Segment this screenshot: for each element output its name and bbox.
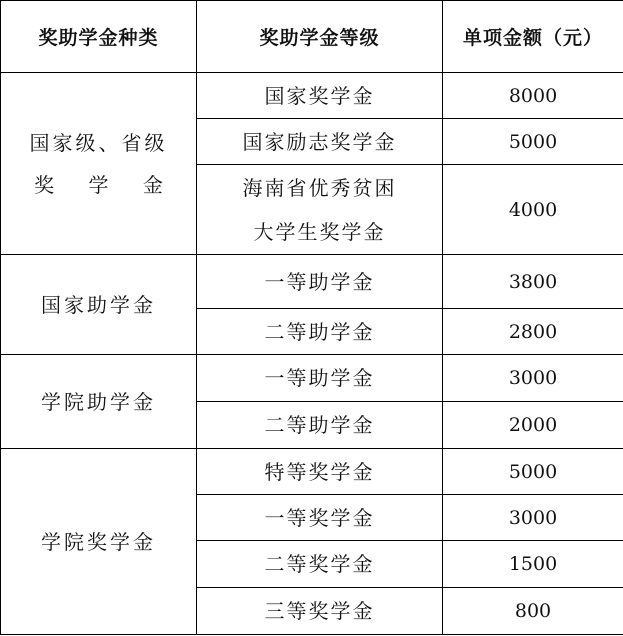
- level-label: 国家励志奖学金: [242, 129, 397, 154]
- amount-cell: 800: [443, 588, 623, 635]
- level-label: 二等奖学金: [264, 552, 375, 576]
- category-cell: [1, 255, 197, 355]
- table-row: [1, 255, 623, 309]
- level-cell: [197, 588, 443, 635]
- amount-cell: 5000: [443, 119, 623, 165]
- amount-cell: 1500: [443, 541, 623, 588]
- header-level: 奖助学金等级: [197, 1, 443, 73]
- category-label-line: 国家级、省级: [29, 130, 168, 155]
- level-cell: [197, 449, 443, 495]
- table-row: [1, 73, 623, 119]
- amount-cell: 8000: [443, 73, 623, 119]
- category-cell: [1, 355, 197, 449]
- level-label: 二等助学金: [264, 413, 375, 437]
- amount-cell: 3000: [443, 355, 623, 402]
- category-label-line: 奖 学 金: [34, 172, 177, 197]
- level-cell: [197, 495, 443, 541]
- level-cell: [197, 309, 443, 355]
- amount-cell: 5000: [443, 449, 623, 495]
- amount-cell: 3800: [443, 255, 623, 309]
- level-label: 特等奖学金: [264, 459, 375, 484]
- header-row: [1, 1, 623, 73]
- category-label-line: 国家助学金: [41, 292, 156, 317]
- level-cell: [197, 541, 443, 588]
- level-label: 国家奖学金: [264, 83, 375, 108]
- header-amount: 单项金额（元）: [443, 1, 623, 73]
- amount-cell: 3000: [443, 495, 623, 541]
- amount-cell: 2000: [443, 402, 623, 449]
- table-row: [1, 449, 623, 495]
- level-cell: [197, 73, 443, 119]
- level-label: 海南省优秀贫困: [242, 175, 397, 200]
- level-cell: [197, 255, 443, 309]
- level-label: 一等助学金: [264, 269, 375, 294]
- level-cell: [197, 119, 443, 165]
- level-label: 二等助学金: [264, 319, 375, 344]
- amount-cell: 4000: [443, 165, 623, 255]
- table-row: [1, 355, 623, 402]
- level-cell: [197, 355, 443, 402]
- category-label-line: 学院助学金: [41, 389, 156, 414]
- category-cell: [1, 449, 197, 635]
- level-label: 大学生奖学金: [253, 219, 386, 244]
- level-cell: [197, 165, 443, 255]
- level-label: 三等奖学金: [264, 599, 375, 623]
- level-label: 一等奖学金: [264, 505, 375, 530]
- level-label: 一等助学金: [264, 366, 375, 390]
- category-cell: [1, 73, 197, 255]
- category-label-line: 学院奖学金: [41, 529, 156, 554]
- header-category: 奖助学金种类: [1, 1, 197, 73]
- amount-cell: 2800: [443, 309, 623, 355]
- level-cell: [197, 402, 443, 449]
